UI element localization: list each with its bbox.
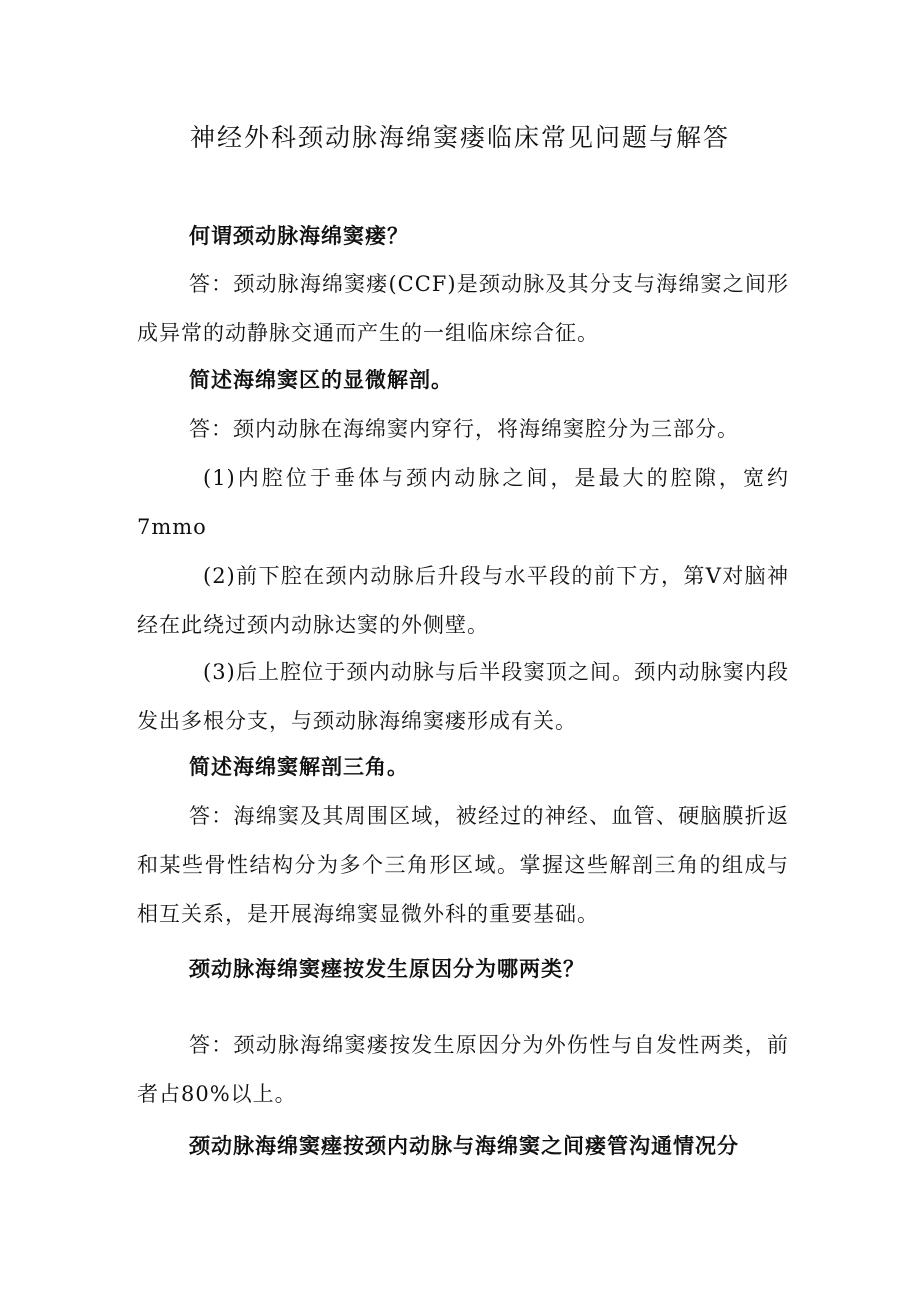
question-heading: 颈动脉海绵窦瘗按颈内动脉与海绵窦之间瘘管沟通情况分 (189, 1134, 739, 1158)
question-heading: 何谓颈动脉海绵窦瘘？ (189, 224, 409, 248)
answer-list-item: (1)内腔位于垂体与颈内动脉之间，是最大的腔隙，宽约7mmo (137, 466, 789, 539)
answer-paragraph: 答：颈动脉海绵窦瘘(CCF)是颈动脉及其分支与海绵窦之间形成异常的动静脉交通而产生的一组临床综合征。 (137, 272, 789, 345)
question-heading: 简述海绵窦解剖三角。 (189, 755, 409, 779)
question-heading: 简述海绵窦区的显微解剖。 (189, 368, 453, 392)
answer-list-item: (3)后上腔位于颈内动脉与后半段窦顶之间。颈内动脉窦内段发出多根分支，与颈动脉海绵窦瘘形成有关。 (137, 660, 789, 733)
answer-paragraph: 答：颈内动脉在海绵窦内穿行，将海绵窦腔分为三部分。 (189, 417, 739, 441)
document-title: 神经外科颈动脉海绵窦瘘临床常见问题与解答 (189, 123, 730, 152)
answer-list-item: (2)前下腔在颈内动脉后升段与水平段的前下方，第V对脑神经在此绕过颈内动脉达窦的外侧壁。 (137, 564, 789, 637)
answer-paragraph: 答：颈动脉海绵窦瘘按发生原因分为外伤性与自发性两类，前者占80%以上。 (137, 1033, 789, 1106)
question-heading: 颈动脉海绵窦瘗按发生原因分为哪两类？ (189, 957, 585, 981)
answer-paragraph: 答：海绵窦及其周围区域，被经过的神经、血管、硬脑膜折返和某些骨性结构分为多个三角形区域。掌握这些解剖三角的组成与相互关系，是开展海绵窦显微外科的重要基础。 (137, 804, 789, 926)
